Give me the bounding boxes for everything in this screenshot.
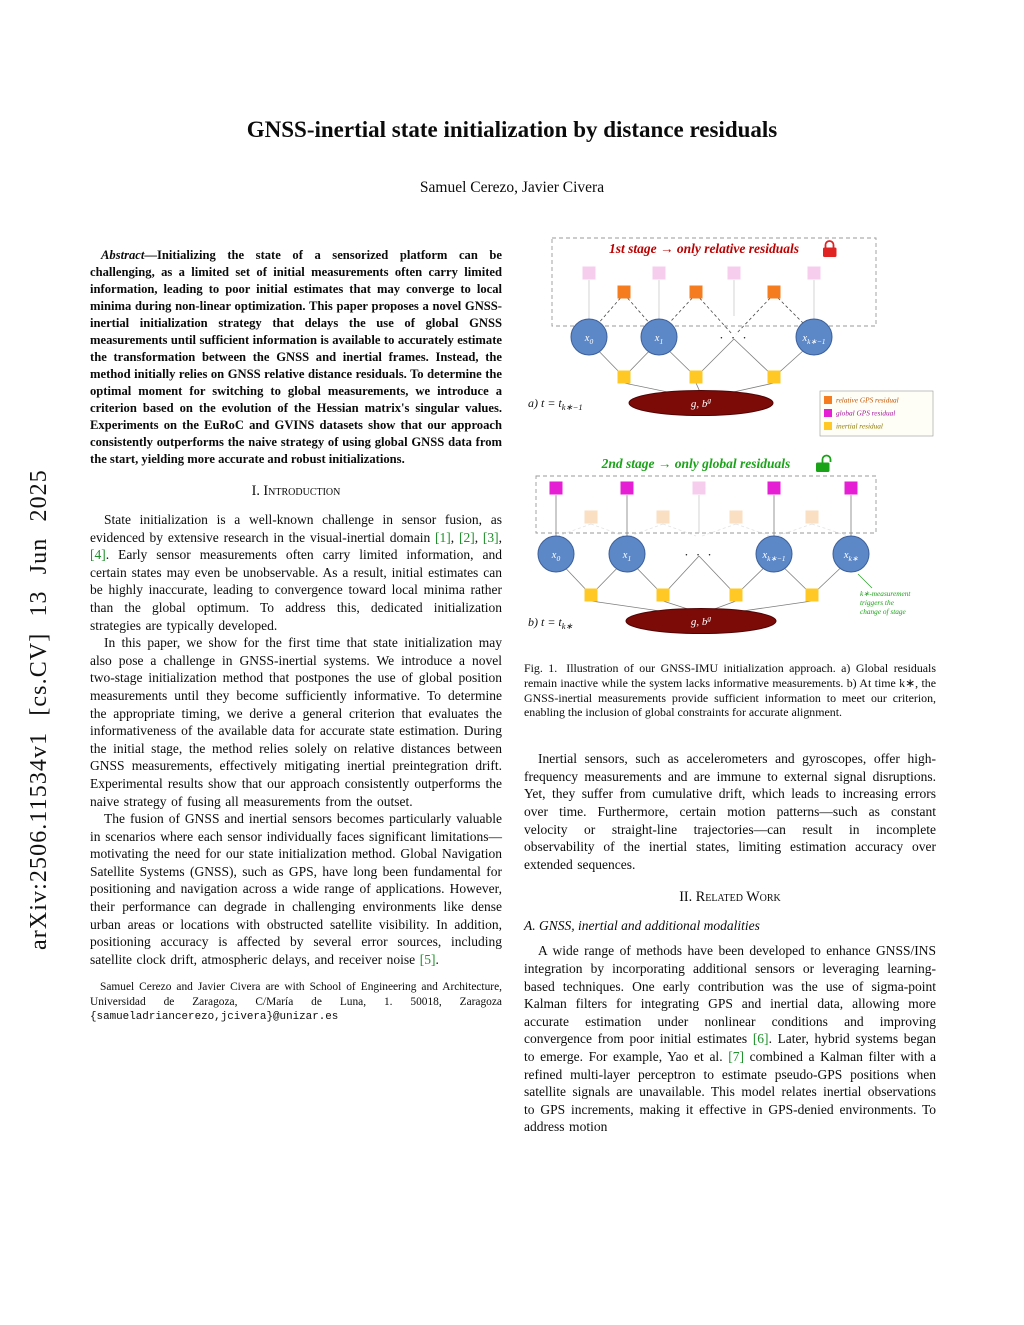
- svg-text:xk∗−1: $x_{k∗-1}$: [762, 550, 786, 563]
- legend-swatch-inertial: [824, 422, 832, 430]
- figure-1: [524, 236, 936, 653]
- lock-closed-icon: [823, 241, 837, 257]
- subsection-heading-gnss-modalities: A. GNSS, inertial and additional modalities: [524, 918, 760, 934]
- footnote-text: Samuel Cerezo and Javier Civera are with School of Engineering and Architecture, Universidad de Zaragoza, C/María de Luna, 1. 50018, Zaragoza: [90, 981, 502, 1008]
- legend-swatch-global: [824, 409, 832, 417]
- svg-text:xk∗: $x_{k∗}$: [843, 550, 859, 563]
- right-column: [524, 236, 936, 1136]
- figure-caption-text: Illustration of our GNSS-IMU initialization approach. a) Global residuals remain inactive while the system lacks informative measurements. b) At time k∗, the GNSS-inertial measurements provide sufficient information to meet our criterion, enabling the inclusion of global constraints for accurate alignment.: [524, 661, 936, 720]
- stage2-title: 2nd stage → only global residuals: [601, 456, 791, 471]
- svg-text:x1: $x_1$: [654, 333, 664, 346]
- ellipsis-dots: · · ·: [719, 330, 749, 345]
- citation-link[interactable]: [1]: [435, 529, 451, 545]
- svg-text:global GPS residual: global GPS residual: [836, 408, 896, 418]
- svg-text:inertial residual: inertial residual: [836, 421, 883, 431]
- footnote-email[interactable]: {samueladriancerezo,jcivera}@unizar.es: [90, 1011, 339, 1024]
- stage2-graph: [528, 456, 911, 634]
- citation-link[interactable]: [6]: [752, 1031, 769, 1047]
- section-heading-introduction: I. Introduction: [251, 483, 341, 499]
- stage1-time-label: a) $t = t_{k∗-1}$: [528, 396, 583, 412]
- svg-text:x0: $x_0$: [551, 550, 561, 563]
- figure-caption-label: Fig. 1.: [524, 661, 558, 675]
- svg-text:x0: $x_0$: [584, 333, 594, 346]
- paper-title: GNSS-inertial state initialization by distance residuals: [246, 117, 778, 142]
- figure-legend: [820, 391, 933, 436]
- abstract: [90, 247, 502, 468]
- stage2-bias-ellipse: [626, 609, 776, 634]
- stage2-dashed-box: [536, 476, 876, 533]
- abstract-text: —Initializing the state of a sensorized platform can be challenging, as a limited set of initial measurements often carry limited information, leading to poor initial estimates that may converge to local minima during non-linear optimization. This paper proposes a novel GNSS-inertial initialization strategy that delays the use of global GNSS measurements until sufficient information is available to accurately estimate the transformation between the GNSS and inertial frames. Instead, the method initially relies on GNSS relative distance residuals. To determine the optimal moment for switching to global measurements, we introduce a criterion based on the evolution of the Hessian matrix's singular values. Experiments on the EuRoC and GVINS datasets show that our approach consistently outperforms the naive strategy of using global GNSS data from the start, yielding more accurate and robust initializations.: [90, 248, 502, 466]
- svg-text:g, bg: g, $b^g$: [690, 613, 712, 628]
- stage1-bias-ellipse: [629, 391, 773, 416]
- stage2-global-residual-squares: [550, 482, 858, 495]
- ellipsis-dots: · · ·: [684, 547, 714, 562]
- stage2-relative-residual-squares-inactive: [585, 511, 819, 524]
- stage1-relative-residual-squares: [618, 286, 781, 299]
- stage2-state-nodes: [538, 536, 869, 572]
- stage2-edges: [556, 495, 872, 613]
- stage2-time-label: b) $t = t_{k∗}$: [528, 615, 573, 631]
- stage2-inertial-residual-squares: [585, 589, 819, 602]
- inertial-paragraph: Inertial sensors, such as accelerometers and gyroscopes, offer high-frequency measurements and are immune to external signal disruptions. Yet, they suffer from cumulative drift, which leads to increasing errors over time. Furthermore, certain motion patterns—such as constant velocity or straight-line trajectories—can result in incomplete observability of the inertial states, limiting estimation accuracy over extended sequences.: [524, 751, 936, 872]
- svg-text:triggers the: triggers the: [860, 598, 894, 607]
- figure-1-graphic: [524, 236, 936, 648]
- citation-link[interactable]: [7]: [728, 1048, 744, 1064]
- section-heading-related-work: II. Related Work: [679, 889, 781, 906]
- legend-swatch-relative: [824, 396, 832, 404]
- svg-text:k∗-measurement: k∗-measurement: [860, 589, 911, 598]
- svg-text:change of stage: change of stage: [860, 607, 906, 616]
- intro-paragraph-1: State initialization is a well-known challenge in sensor fusion, as evidenced by extensive research in the visual-inertial domain [1], [2], [3], [4]. Early sensor measurements often carry limited information, and certain states may even be unobservable. As a result, initial estimates can be highly inaccurate, leading to convergence toward local minima rather than the global optimum. To address this, dedicated initialization strategies are typically developed.: [90, 512, 503, 633]
- intro-paragraph-2: In this paper, we show for the first time that state initialization may also pose a challenge in GNSS-inertial systems. We introduce a novel two-stage initialization method that postpones the use of global position measurements until they become sufficiently informative. To determine the appropriate timing, we derive a general criterion that evaluates the informativeness of the available data for accurate state estimation. During the initial stage, the method relies solely on relative distances between GNSS measurements, effectively mitigating inertial preintegration drift. Experimental results show that our approach consistently outperforms the naive strategy of fusing all measurements from the outset.: [90, 635, 502, 809]
- citation-link[interactable]: [3]: [482, 529, 499, 545]
- arxiv-stamp: arXiv:2506.11534v1 [cs.CV] 13 Jun 2025: [26, 469, 52, 950]
- intro-paragraph-3: The fusion of GNSS and inertial sensors becomes particularly valuable in scenarios where each sensor individually faces significant limitations—motivating the need for our state initialization method. Global Navigation Satellite Systems (GNSS), such as GPS, have long been fundamental for positioning and navigation across a wide range of applications. However, their performance can degrade in challenging environments like dense urban areas or locations with obstructed satellite visibility. In addition, positioning accuracy is affected by several error sources, including satellite clock drift, atmospheric delays, and receiver noise [5].: [90, 811, 502, 967]
- citation-link[interactable]: [5]: [419, 951, 436, 967]
- author-footnote: [90, 980, 502, 1024]
- stage1-state-nodes: [571, 319, 832, 355]
- left-column: [90, 247, 502, 1025]
- paper-authors: Samuel Cerezo, Javier Civera: [419, 179, 605, 196]
- citation-link[interactable]: [4]: [90, 547, 106, 563]
- stage1-title: 1st stage → only relative residuals: [608, 241, 800, 256]
- figure-caption: [524, 661, 936, 720]
- svg-text:xk∗−1: $x_{k∗-1}$: [802, 333, 826, 346]
- lock-open-icon: [816, 456, 831, 473]
- citation-link[interactable]: [2]: [458, 529, 475, 545]
- stage2-trigger-note: [860, 589, 911, 616]
- stage1-inertial-residual-squares: [618, 371, 781, 384]
- related-work-paragraph: A wide range of methods have been developed to enhance GNSS/INS integration by incorporating additional sensors or leveraging learning-based techniques. One early contribution was the use of sigma-point Kalman filters for integrating GPS and inertial data, allowing more accurate estimation under nonlinear conditions and improving convergence from poor initial estimates [6]. Later, hybrid systems began to emerge. For example, Yao et al. [7] combined a Kalman filter with a refined multi-layer perceptron to estimate pseudo-GPS positions when satellite signals are unavailable. This model relates inertial observations to GPS increments, making it effective in GPS-denied environments. To address motion: [524, 943, 937, 1135]
- abstract-label: Abstract: [101, 248, 145, 262]
- svg-text:x1: $x_1$: [622, 550, 632, 563]
- stage1-graph: [528, 238, 933, 436]
- svg-text:relative GPS residual: relative GPS residual: [836, 395, 899, 405]
- stage1-global-residual-squares-inactive: [583, 267, 821, 280]
- svg-text:g, bg: g, $b^g$: [690, 395, 712, 410]
